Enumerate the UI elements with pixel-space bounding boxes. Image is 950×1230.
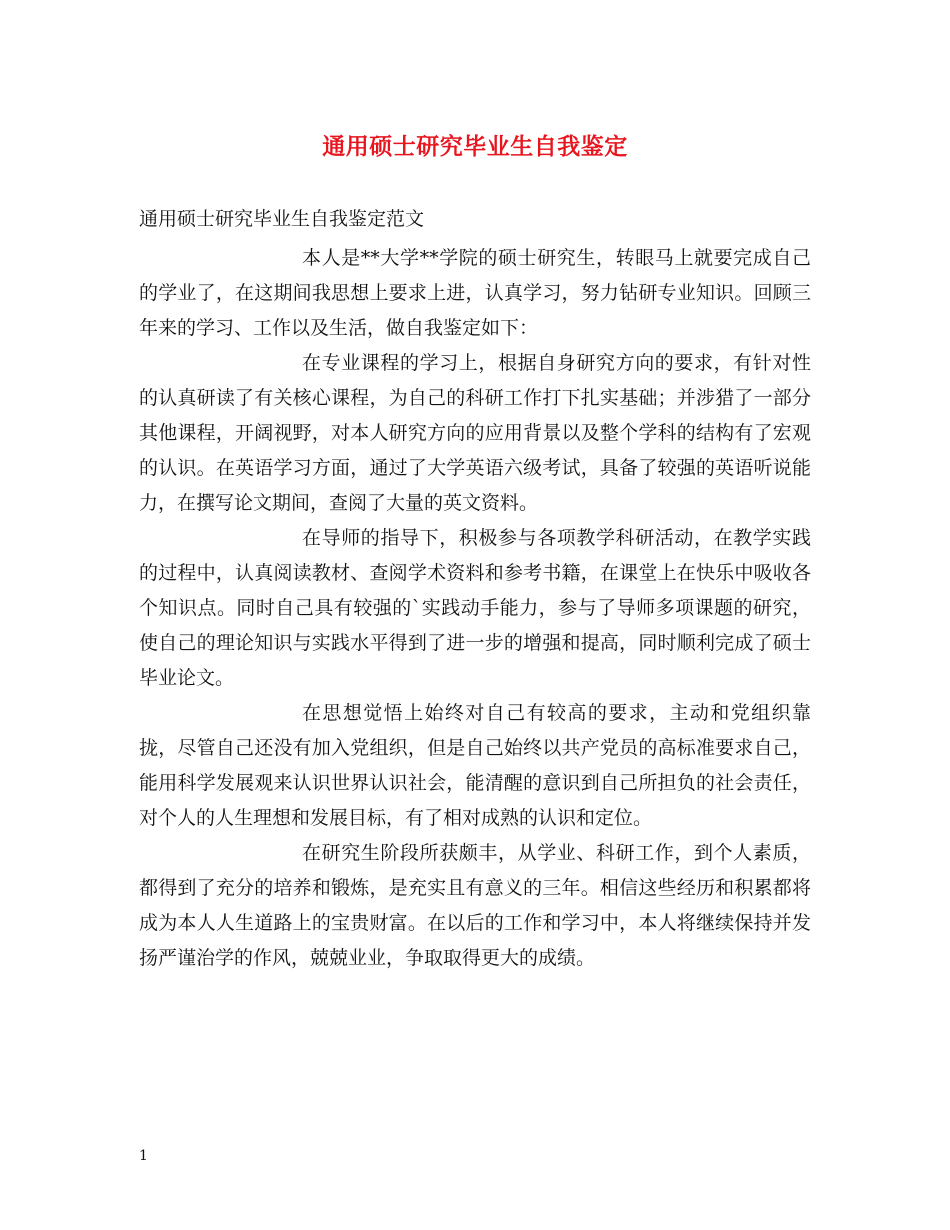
paragraph-research: 在导师的指导下，积极参与各项教学科研活动，在教学实践的过程中，认真阅读教材、查阅学术资料和参考书籍，在课堂上在快乐中吸收各个知识点。同时自己具有较强的`实践动手能力，参与了导师多项课题的研究，使自己的理论知识与实践水平得到了进一步的增强和提高，同时顺利完成了硕士毕业论文。 [139, 527, 811, 689]
paragraph-conclusion: 在研究生阶段所获颇丰，从学业、科研工作，到个人素质，都得到了充分的培养和锻炼，是充实且有意义的三年。相信这些经历和积累都将成为本人人生道路上的宝贵财富。在以后的工作和学习中，本人将继续保持并发扬严谨治学的作风，兢兢业业，争取取得更大的成绩。 [139, 842, 811, 969]
paragraph-ideology: 在思想觉悟上始终对自己有较高的要求，主动和党组织靠拢，尽管自己还没有加入党组织，但是自己始终以共产党员的高标准要求自己，能用科学发展观来认识世界认识社会，能清醒的意识到自己所担负的社会责任，对个人的人生理想和发展目标，有了相对成熟的认识和定位。 [139, 702, 811, 829]
document-title: 通用硕士研究毕业生自我鉴定 [322, 133, 628, 160]
paragraph-intro: 本人是**大学**学院的硕士研究生，转眼马上就要完成自己的学业了，在这期间我思想上要求上进，认真学习，努力钻研专业知识。回顾三年来的学习、工作以及生活，做自我鉴定如下： [139, 247, 811, 339]
document-subtitle: 通用硕士研究毕业生自我鉴定范文 [139, 208, 425, 230]
paragraph-coursework: 在专业课程的学习上，根据自身研究方向的要求，有针对性的认真研读了有关核心课程，为自己的科研工作打下扎实基础；并涉猎了一部分其他课程，开阔视野，对本人研究方向的应用背景以及整个学科的结构有了宏观的认识。在英语学习方面，通过了大学英语六级考试，具备了较强的英语听说能力，在撰写论文期间，查阅了大量的英文资料。 [139, 352, 811, 514]
page-number: 1 [139, 1148, 148, 1164]
document-body [139, 241, 811, 976]
